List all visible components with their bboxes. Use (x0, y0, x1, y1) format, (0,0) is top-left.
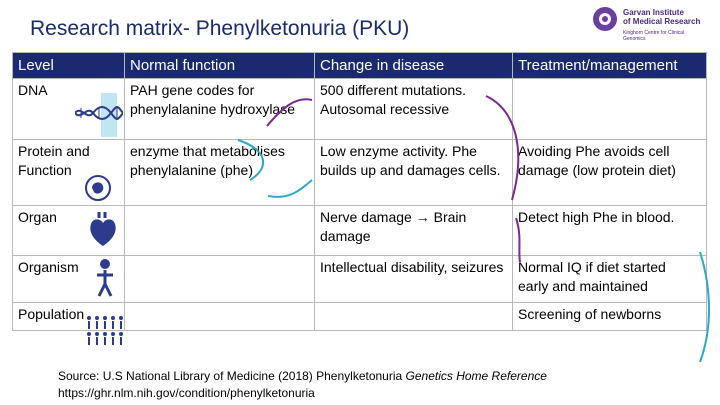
treatment-cell: Detect high Phe in blood. (513, 206, 707, 256)
table-row (13, 303, 707, 331)
header-level: Level (13, 53, 125, 79)
source-text: Source: U.S National Library of Medicine (2018) Phenylketonuria (58, 369, 406, 383)
header-treatment: Treatment/management (513, 53, 707, 79)
source-url[interactable]: https://ghr.nlm.nih.gov/condition/phenylketonuria (58, 386, 315, 400)
header-change-in-disease: Change in disease (315, 53, 513, 79)
treatment-cell (513, 79, 707, 140)
level-cell (13, 206, 125, 256)
level-cell (13, 140, 125, 206)
level-cell (13, 303, 125, 331)
person-icon (93, 258, 117, 298)
dna-icon (75, 93, 123, 137)
page-title: Research matrix- Phenylketonuria (PKU) (30, 17, 410, 40)
level-cell (13, 256, 125, 303)
table-row (13, 206, 707, 256)
level-label: DNA (18, 82, 48, 98)
normal-cell (125, 303, 315, 331)
treatment-cell: Screening of newborns (513, 303, 707, 331)
level-label: Organism (18, 259, 79, 275)
treatment-cell: Normal IQ if diet started early and maintained (513, 256, 707, 303)
change-cell (315, 303, 513, 331)
logo-subtitle: Kinghorn Centre for Clinical Genomics (623, 30, 685, 42)
research-matrix-table (12, 52, 707, 331)
change-cell: 500 different mutations. Autosomal recessive (315, 79, 513, 140)
normal-cell: PAH gene codes for phenylalanine hydroxylase (125, 79, 315, 140)
level-label: Protein and Function (18, 143, 90, 178)
table-row (13, 256, 707, 303)
logo-name: Garvan Institute of Medical Research (623, 8, 701, 26)
garvan-logo (592, 6, 712, 52)
level-label: Organ (18, 209, 57, 225)
table-header-row (13, 53, 707, 79)
population-icon (85, 315, 125, 349)
change-cell: Nerve damage → Brain damage (315, 206, 513, 256)
header-normal-function: Normal function (125, 53, 315, 79)
normal-cell (125, 256, 315, 303)
normal-cell (125, 206, 315, 256)
change-cell: Intellectual disability, seizures (315, 256, 513, 303)
heart-organ-icon (87, 210, 119, 248)
table-row (13, 79, 707, 140)
treatment-cell: Avoiding Phe avoids cell damage (low protein diet) (513, 140, 707, 206)
garvan-logo-icon (592, 6, 618, 32)
source-italic: Genetics Home Reference (405, 369, 547, 383)
level-cell (13, 79, 125, 140)
source-citation (58, 368, 547, 402)
table-row (13, 140, 707, 206)
change-cell: Low enzyme activity. Phe builds up and damages cells. (315, 140, 513, 206)
normal-cell: enzyme that metabolises phenylalanine (phe) (125, 140, 315, 206)
level-label: Population (18, 306, 85, 322)
